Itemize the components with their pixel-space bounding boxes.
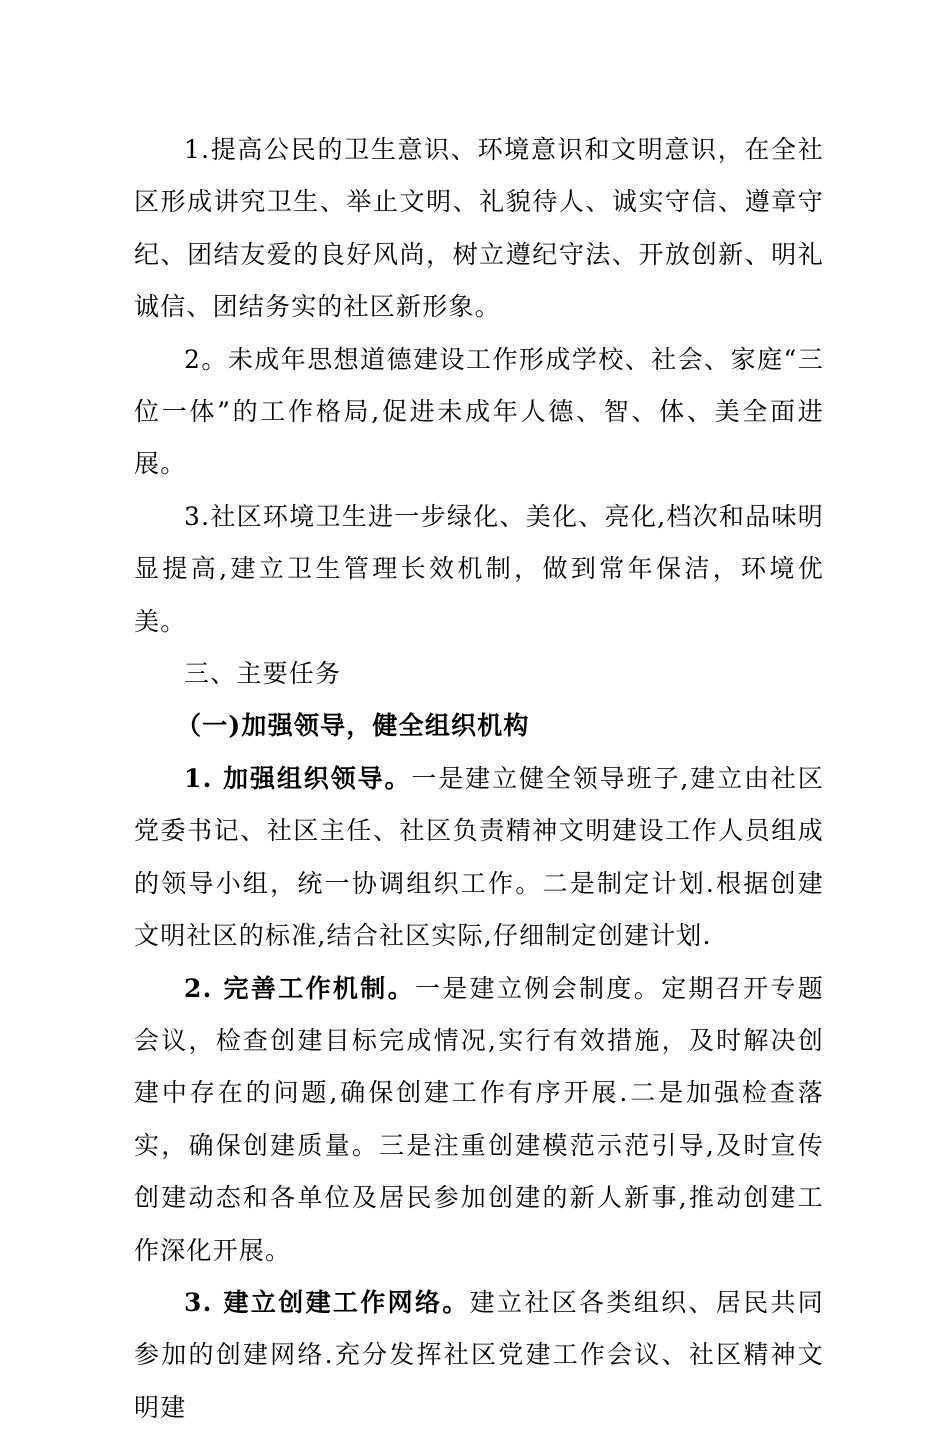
task-item-1-text: 一是建立健全领导班子,建立由社区党委书记、社区主任、社区负责精神文明建设工作人员组成的领导小组，统一协调组织工作。二是制定计划.根据创建文明社区的标准,结合社区实际,仔细制定创建计划. xyxy=(134,763,824,951)
paragraph-goal-3: 3.社区环境卫生进一步绿化、美化、亮化,档次和品味明显提高,建立卫生管理长效机制，做到常年保洁，环境优美。 xyxy=(134,501,824,636)
task-item-2-lead: 2. 完善工作机制。 xyxy=(184,973,415,1003)
task-item-2-text: 一是建立例会制度。定期召开专题会议，检查创建目标完成情况,实行有效措施，及时解决创建中存在的问题,确保创建工作有序开展.二是加强检查落实，确保创建质量。三是注重创建模范示范引导,及时宣传创建动态和各单位及居民参加创建的新人新事,推动创建工作深化开展。 xyxy=(134,973,824,1265)
task-item-2 xyxy=(134,963,824,1277)
sub-heading: （一)加强领导，健全组织机构 xyxy=(176,711,530,741)
task-item-3-lead: 3. 建立创建工作网络。 xyxy=(184,1287,470,1317)
paragraph-goal-2: 2。未成年思想道德建设工作形成学校、社会、家庭“三位一体”的工作格局,促进未成年人德、智、体、美全面进展。 xyxy=(134,344,824,479)
paragraph-goal-1: 1.提高公民的卫生意识、环境意识和文明意识，在全社区形成讲究卫生、举止文明、礼貌待人、诚实守信、遵章守纪、团结友爱的良好风尚，树立遵纪守法、开放创新、明礼诚信、团结务实的社区新形象。 xyxy=(134,135,824,322)
document-page xyxy=(134,124,824,1434)
task-item-1-lead: 1. 加强组织领导。 xyxy=(184,763,412,793)
task-item-3 xyxy=(134,1277,824,1434)
section-heading: 三、主要任务 xyxy=(184,659,342,689)
task-item-1 xyxy=(134,753,824,963)
task-item-3-text: 建立社区各类组织、居民共同参加的创建网络.充分发挥社区党建工作会议、社区精神文明建 xyxy=(134,1287,824,1422)
